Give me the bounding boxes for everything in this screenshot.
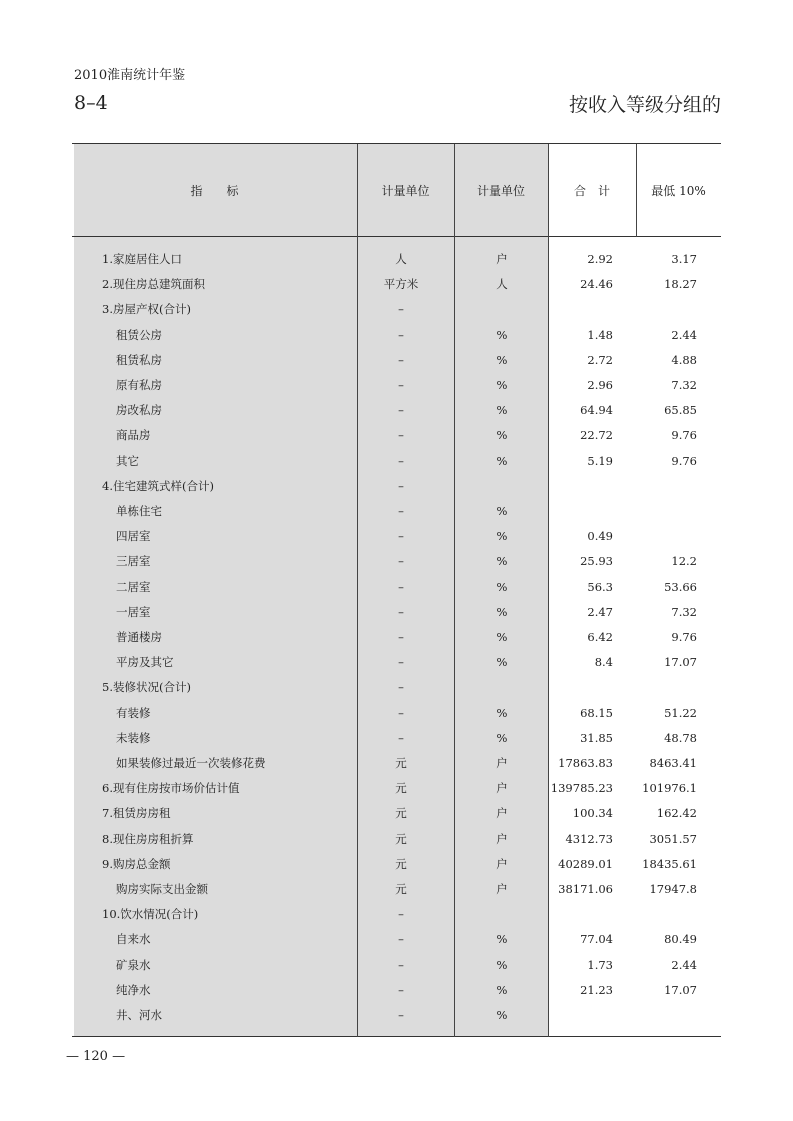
total-cell: 139785.23 <box>550 781 613 796</box>
unit1-cell: – <box>398 705 404 720</box>
table-row <box>72 549 721 574</box>
indicator-cell: 其它 <box>116 453 139 468</box>
table-title: 按收入等级分组的 <box>568 94 721 116</box>
lowest-cell: 9.76 <box>671 453 697 468</box>
total-cell: 4312.73 <box>565 831 613 846</box>
unit2-cell: % <box>496 327 508 342</box>
unit2-cell: % <box>496 378 508 392</box>
unit2-cell: 户 <box>496 831 508 846</box>
table-row <box>72 953 721 978</box>
unit1-cell: – <box>398 957 404 972</box>
unit1-cell: – <box>398 428 404 443</box>
unit1-cell: – <box>398 478 404 493</box>
lowest-cell: 17.07 <box>664 982 697 997</box>
indicator-cell: 商品房 <box>116 428 151 443</box>
total-cell: 6.42 <box>587 630 613 644</box>
indicator-cell: 平房及其它 <box>116 655 174 670</box>
unit2-cell: % <box>496 403 508 418</box>
indicator-cell: 租赁私房 <box>116 352 162 367</box>
unit2-cell: % <box>496 529 508 544</box>
unit2-cell: 户 <box>496 806 508 821</box>
unit2-cell: % <box>496 352 508 367</box>
unit1-cell: – <box>398 529 404 544</box>
total-cell: 77.04 <box>580 932 613 947</box>
table-row <box>72 348 721 373</box>
indicator-cell: 10.饮水情况(合计) <box>102 907 199 922</box>
unit2-cell: % <box>496 932 508 947</box>
lowest-cell: 8463.41 <box>649 756 697 770</box>
total-cell: 56.3 <box>587 579 613 594</box>
unit2-cell: % <box>496 579 508 594</box>
table-row <box>72 701 721 726</box>
unit2-cell: 户 <box>496 252 508 266</box>
yearbook-title: 2010淮南统计年鉴 <box>74 68 186 83</box>
total-cell: 22.72 <box>580 428 613 443</box>
table-row <box>72 801 721 826</box>
total-cell: 68.15 <box>580 705 613 720</box>
total-cell: 40289.01 <box>558 856 613 871</box>
unit2-cell: % <box>496 1008 508 1022</box>
table-row <box>72 272 721 297</box>
total-cell: 21.23 <box>580 982 613 997</box>
unit2-cell: % <box>496 630 508 644</box>
unit1-cell: – <box>398 403 404 418</box>
unit1-cell: 元 <box>395 831 407 846</box>
lowest-cell: 18435.61 <box>642 856 697 871</box>
lowest-cell: 18.27 <box>664 277 697 292</box>
table-row <box>72 902 721 927</box>
unit1-cell: 元 <box>395 756 407 770</box>
unit2-cell: % <box>496 982 508 997</box>
unit2-cell: 户 <box>496 856 508 871</box>
indicator-cell: 房改私房 <box>116 403 162 418</box>
lowest-cell: 162.42 <box>656 806 697 821</box>
lowest-cell: 80.49 <box>664 932 697 947</box>
table-row <box>72 499 721 524</box>
indicator-cell: 3.房屋产权(合计) <box>102 302 191 317</box>
unit2-cell: % <box>496 604 508 619</box>
unit1-cell: 元 <box>395 781 407 796</box>
total-cell: 8.4 <box>594 655 613 670</box>
lowest-cell: 65.85 <box>664 403 697 418</box>
indicator-cell: 井、河水 <box>116 1008 162 1022</box>
total-cell: 0.49 <box>587 529 613 544</box>
table-row <box>72 675 721 700</box>
table-row <box>72 373 721 398</box>
unit2-cell: 户 <box>496 756 508 770</box>
table-row <box>72 927 721 952</box>
total-cell: 2.92 <box>587 252 613 266</box>
lowest-cell: 4.88 <box>671 352 697 367</box>
unit1-cell: – <box>398 302 404 317</box>
page-number: — 120 — <box>66 1049 126 1064</box>
unit1-cell: – <box>398 504 404 518</box>
total-cell: 24.46 <box>580 277 613 292</box>
unit2-cell: % <box>496 428 508 443</box>
header-total: 合 计 <box>573 183 610 198</box>
total-cell: 2.96 <box>587 378 613 392</box>
indicator-cell: 8.现住房房租折算 <box>102 831 194 846</box>
lowest-cell: 9.76 <box>671 630 697 644</box>
lowest-cell: 48.78 <box>664 730 697 745</box>
lowest-cell: 101976.1 <box>642 781 697 796</box>
table-number: 8–4 <box>74 92 108 114</box>
unit1-cell: 平方米 <box>383 277 419 292</box>
unit1-cell: – <box>398 579 404 594</box>
indicator-cell: 二居室 <box>116 579 151 594</box>
indicator-cell: 购房实际支出金额 <box>116 882 208 896</box>
total-cell: 64.94 <box>580 403 613 418</box>
lowest-cell: 9.76 <box>671 428 697 443</box>
indicator-cell: 未装修 <box>116 730 151 745</box>
lowest-cell: 3051.57 <box>649 831 697 846</box>
unit1-cell: – <box>398 378 404 392</box>
table-row <box>72 827 721 852</box>
header-unit2: 计量单位 <box>476 183 525 198</box>
unit1-cell: – <box>398 630 404 644</box>
total-cell: 31.85 <box>580 730 613 745</box>
table-row <box>72 323 721 348</box>
table-row <box>72 423 721 448</box>
indicator-cell: 一居室 <box>116 604 151 619</box>
indicator-cell: 自来水 <box>116 932 151 947</box>
unit1-cell: – <box>398 1008 404 1022</box>
lowest-cell: 53.66 <box>664 579 697 594</box>
table-row <box>72 398 721 423</box>
unit1-cell: 元 <box>395 806 407 821</box>
unit2-cell: % <box>496 453 508 468</box>
header-lowest-10pct: 最低 10% <box>651 183 706 198</box>
indicator-cell: 有装修 <box>116 705 151 720</box>
lowest-cell: 17.07 <box>664 655 697 670</box>
table-row <box>72 751 721 776</box>
indicator-cell: 6.现有住房按市场价估计值 <box>102 781 240 796</box>
header-unit1: 计量单位 <box>381 183 430 198</box>
unit1-cell: – <box>398 604 404 619</box>
table-row <box>72 474 721 499</box>
unit1-cell: – <box>398 907 404 922</box>
table-row <box>72 650 721 675</box>
indicator-cell: 4.住宅建筑式样(合计) <box>102 478 214 493</box>
indicator-cell: 普通楼房 <box>116 630 162 644</box>
unit2-cell: % <box>496 655 508 670</box>
unit2-cell: % <box>496 730 508 745</box>
unit2-cell: 户 <box>496 882 508 896</box>
lowest-cell: 17947.8 <box>649 882 697 896</box>
table-row <box>72 852 721 877</box>
unit1-cell: – <box>398 982 404 997</box>
table-row <box>72 1003 721 1028</box>
total-cell: 2.72 <box>587 352 613 367</box>
unit1-cell: – <box>398 327 404 342</box>
lowest-cell: 12.2 <box>671 554 697 569</box>
unit1-cell: – <box>398 352 404 367</box>
table-row <box>72 776 721 801</box>
indicator-cell: 如果装修过最近一次装修花费 <box>116 756 266 770</box>
unit1-cell: – <box>398 932 404 947</box>
lowest-cell: 2.44 <box>671 327 697 342</box>
unit1-cell: 人 <box>395 252 407 266</box>
unit1-cell: – <box>398 453 404 468</box>
total-cell: 100.34 <box>572 806 613 821</box>
total-cell: 17863.83 <box>558 756 613 770</box>
unit2-cell: 人 <box>496 277 508 292</box>
unit1-cell: – <box>398 680 404 695</box>
indicator-cell: 矿泉水 <box>116 957 151 972</box>
unit1-cell: – <box>398 554 404 569</box>
lowest-cell: 51.22 <box>664 705 697 720</box>
table-header-rule <box>72 236 721 237</box>
indicator-cell: 5.装修状况(合计) <box>102 680 191 695</box>
total-cell: 25.93 <box>580 554 613 569</box>
total-cell: 38171.06 <box>558 882 613 896</box>
table-bottom-rule <box>72 1036 721 1037</box>
indicator-cell: 原有私房 <box>116 378 162 392</box>
table-row <box>72 726 721 751</box>
table-row <box>72 524 721 549</box>
unit1-cell: 元 <box>395 856 407 871</box>
total-cell: 1.73 <box>587 957 613 972</box>
total-cell: 1.48 <box>587 327 613 342</box>
unit2-cell: % <box>496 554 508 569</box>
table-row <box>72 297 721 322</box>
table-row <box>72 978 721 1003</box>
unit2-cell: 户 <box>496 781 508 796</box>
table-row <box>72 877 721 902</box>
lowest-cell: 7.32 <box>671 604 697 619</box>
unit1-cell: 元 <box>395 882 407 896</box>
table-row <box>72 575 721 600</box>
indicator-cell: 9.购房总金额 <box>102 856 171 871</box>
indicator-cell: 2.现住房总建筑面积 <box>102 277 205 292</box>
table-row <box>72 625 721 650</box>
lowest-cell: 3.17 <box>671 252 697 266</box>
indicator-cell: 7.租赁房房租 <box>102 806 171 821</box>
indicator-cell: 1.家庭居住人口 <box>102 252 182 266</box>
total-cell: 2.47 <box>587 604 613 619</box>
total-cell: 5.19 <box>587 453 613 468</box>
table-row <box>72 449 721 474</box>
indicator-cell: 纯净水 <box>116 982 151 997</box>
indicator-cell: 三居室 <box>116 554 151 569</box>
table-row <box>72 600 721 625</box>
unit1-cell: – <box>398 730 404 745</box>
lowest-cell: 7.32 <box>671 378 697 392</box>
indicator-cell: 租赁公房 <box>116 327 162 342</box>
unit2-cell: % <box>496 504 508 518</box>
header-indicator: 指 标 <box>190 183 239 198</box>
indicator-cell: 四居室 <box>116 529 151 544</box>
lowest-cell: 2.44 <box>671 957 697 972</box>
unit2-cell: % <box>496 957 508 972</box>
table-row <box>72 247 721 272</box>
unit1-cell: – <box>398 655 404 670</box>
indicator-cell: 单栋住宅 <box>116 504 162 518</box>
unit2-cell: % <box>496 705 508 720</box>
